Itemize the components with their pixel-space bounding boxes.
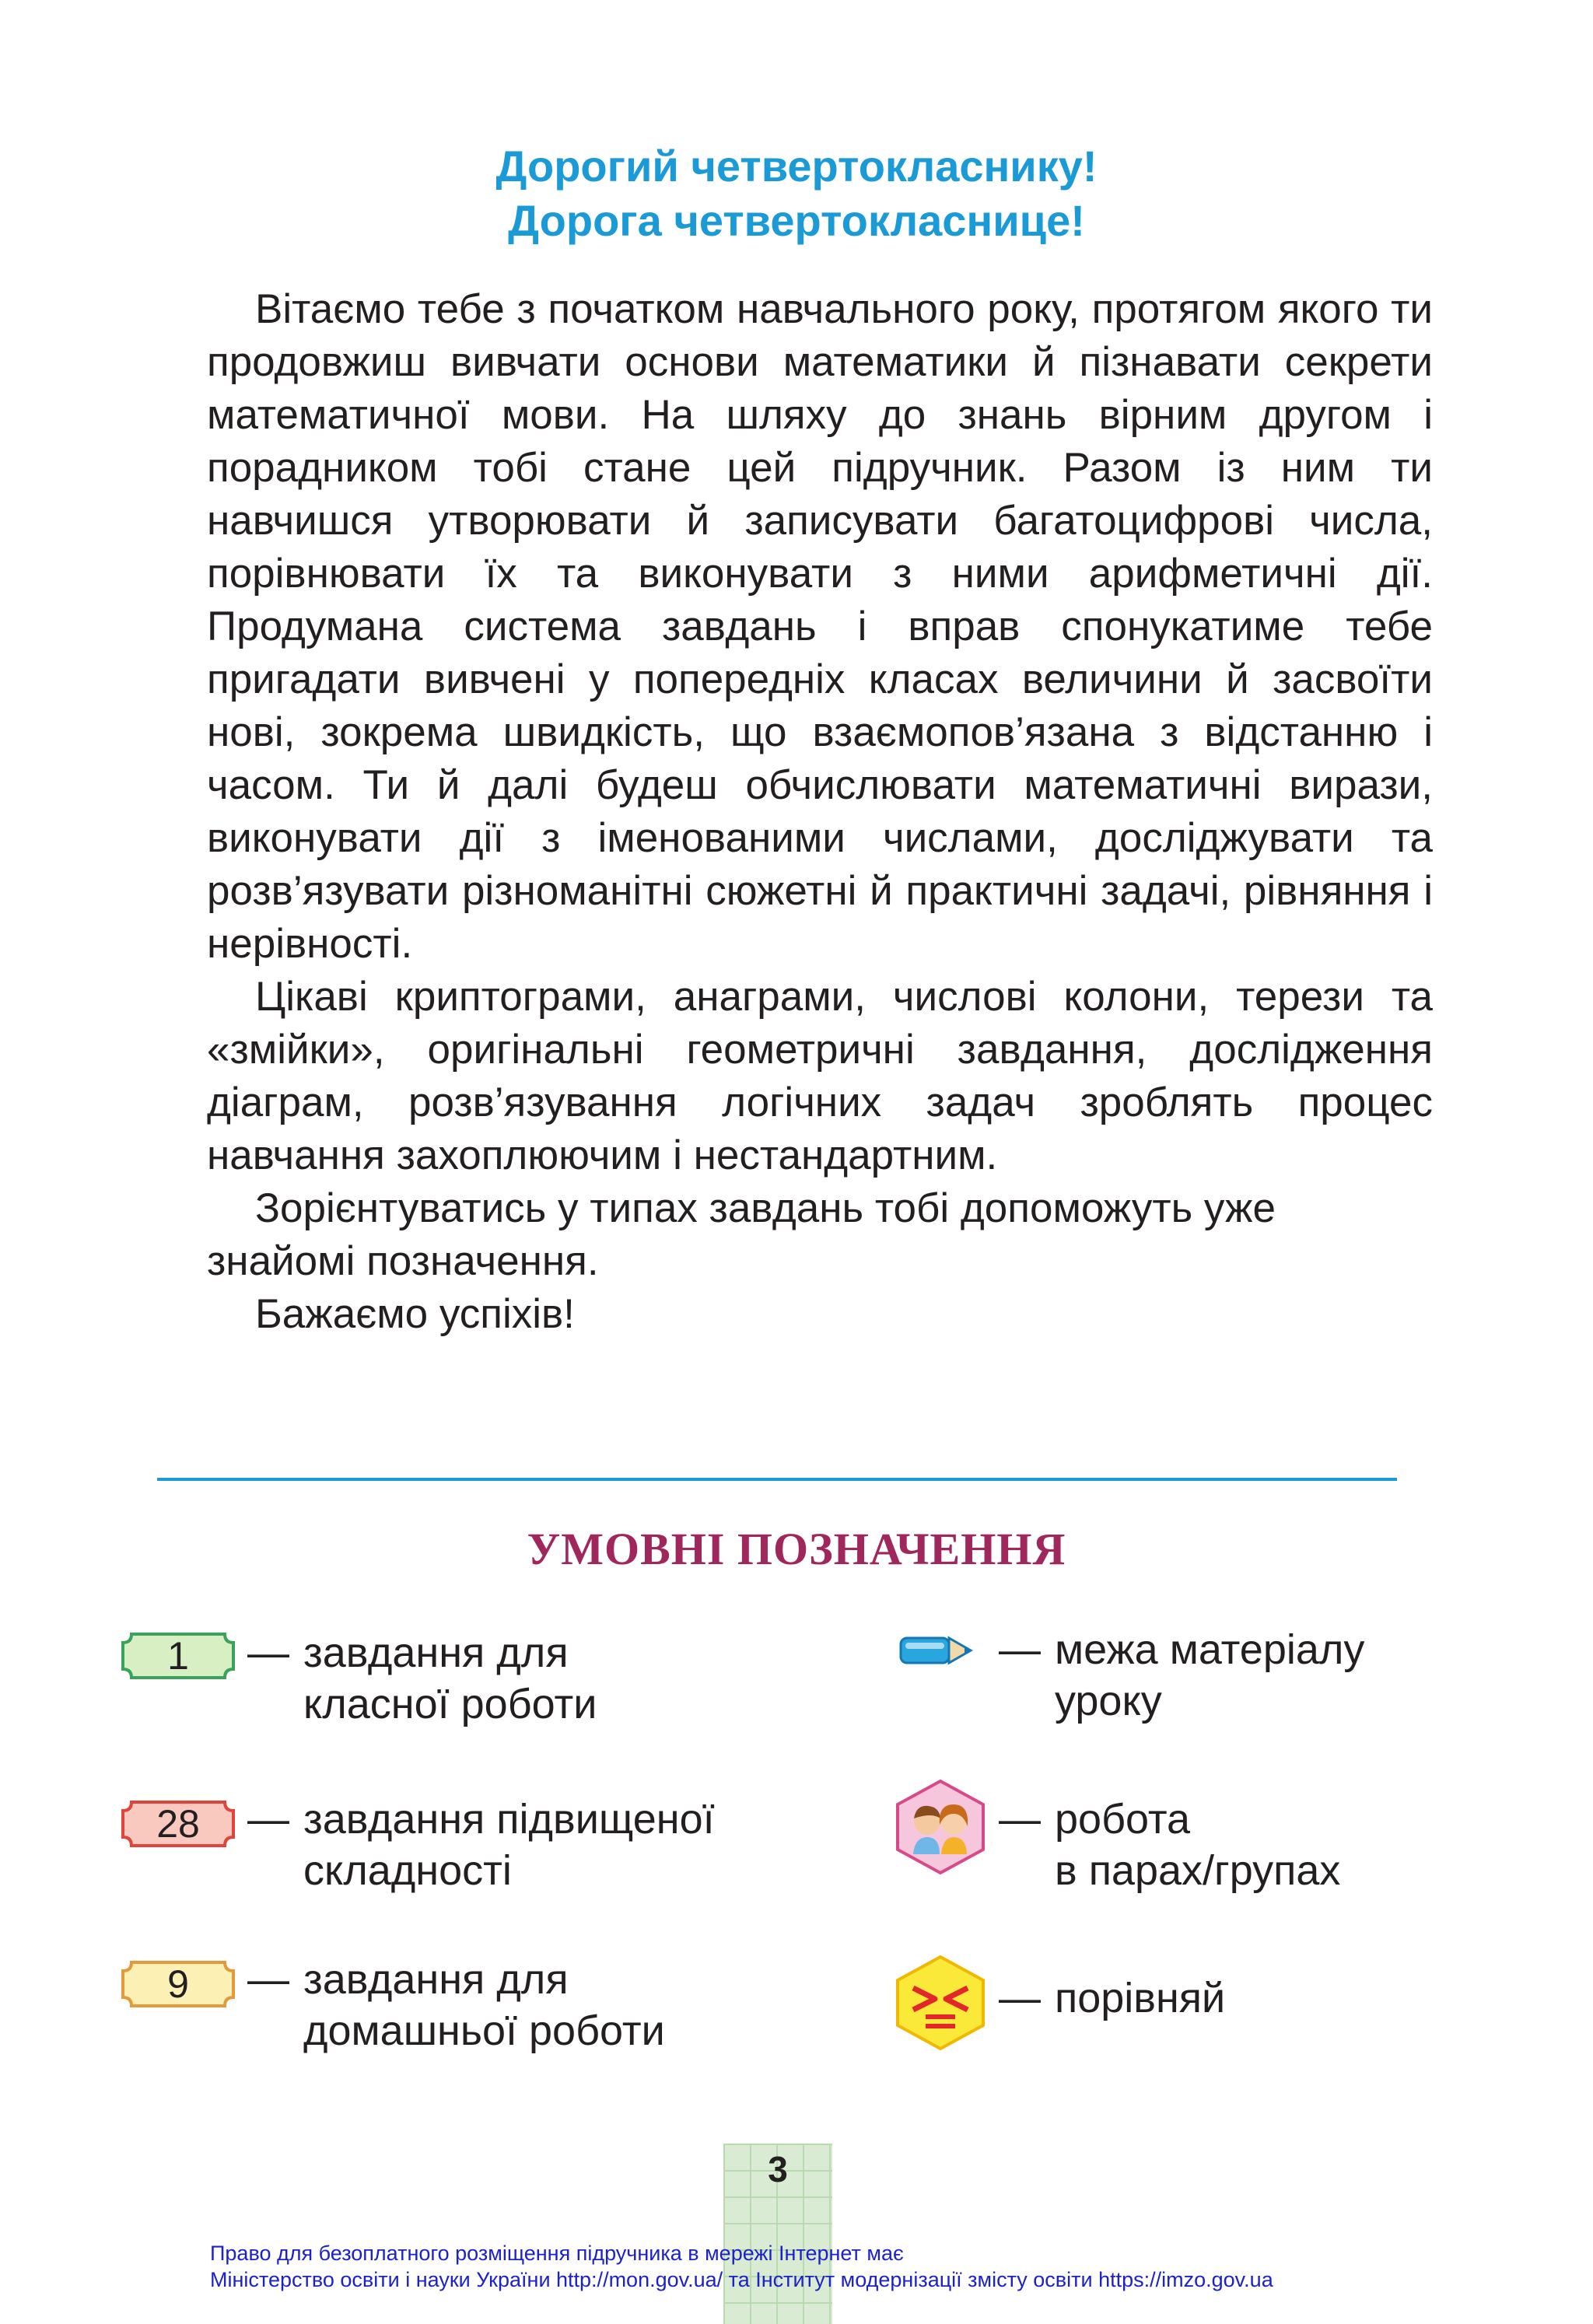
home-work-badge: 9 bbox=[121, 1960, 236, 2008]
page-number: 3 bbox=[768, 2149, 788, 2189]
pencil-icon bbox=[895, 1633, 975, 1668]
footer-line-2: Міністерство освіти і науки України http://mon.gov.ua/ та Інститут модернізації змісту освіти https://imzo.gov.ua bbox=[210, 2268, 1273, 2291]
advanced-label-2: складності bbox=[303, 1847, 512, 1894]
compare-icon bbox=[891, 1954, 989, 2052]
home-work-label-1: завдання для bbox=[303, 1956, 569, 2003]
pair-work-label-2: в парах/групах bbox=[1055, 1847, 1341, 1894]
greeting-line-2: Дорога четвертокласнице! bbox=[508, 196, 1085, 245]
advanced-label-1: завдання підвищеної bbox=[303, 1796, 715, 1843]
class-work-label-2: класної роботи bbox=[303, 1681, 597, 1727]
lesson-limit-label-2: уроку bbox=[1055, 1678, 1162, 1724]
legend-dash: — bbox=[999, 1796, 1041, 1843]
home-work-label-2: домашньої роботи bbox=[303, 2007, 665, 2054]
advanced-badge: 28 bbox=[121, 1800, 236, 1848]
footer-line-1: Право для безоплатного розміщення підручника в мережі Інтернет має bbox=[210, 2242, 904, 2265]
paragraph-1: Вітаємо тебе з початком навчального року, протягом якого ти продовжиш вивчати основи математики й пізнавати секрети математичної мови. На шляху до знань вірним другом і порадником тобі стане цей підручник. Разом із ним ти навчишся утворювати й записувати багатоцифрові числа, порівнювати їх та виконувати з ними арифметичні дії. Продумана система завдань і вправ спонукатиме тебе пригадати вивчені у попередніх класах величини й засвоїти нові, зокрема швидкість, що взаємопов’язана з відстанню і часом. Ти й далі будеш обчислювати математичні вирази, виконувати дії з іменованими числами, досліджувати та розв’язувати різноманітні сюжетні й практичні задачі, рівняння і нерівності. bbox=[207, 286, 1433, 967]
class-work-badge: 1 bbox=[121, 1632, 236, 1680]
legend-dash: — bbox=[247, 1956, 289, 2003]
paragraph-3: Зорієнтуватись у типах завдань тобі допоможуть уже знайомі позначення. bbox=[207, 1185, 1276, 1284]
legend-title: УМОВНІ ПОЗНАЧЕННЯ bbox=[527, 1524, 1066, 1574]
paragraph-4: Бажаємо успіхів! bbox=[255, 1291, 575, 1337]
legend-dash: — bbox=[999, 1626, 1041, 1673]
paragraph-2: Цікаві криптограми, анаграми, числові колони, терези та «змійки», оригінальні геометричні завдання, дослідження діаграм, розв’язування логічних задач зроблять процес навчання захоплюючим і нестандартним. bbox=[207, 974, 1433, 1178]
class-work-label-1: завдання для bbox=[303, 1629, 569, 1676]
legend-dash: — bbox=[247, 1796, 289, 1843]
children-icon bbox=[891, 1778, 989, 1876]
pair-work-label-1: робота bbox=[1055, 1796, 1190, 1843]
legend-dash: — bbox=[999, 1975, 1041, 2021]
lesson-limit-label-1: межа матеріалу bbox=[1055, 1626, 1365, 1673]
greeting-line-1: Дорогий четвертокласнику! bbox=[495, 142, 1098, 191]
legend-dash: — bbox=[247, 1629, 289, 1676]
compare-label: порівняй bbox=[1055, 1975, 1226, 2021]
section-divider bbox=[157, 1478, 1397, 1481]
intro-text bbox=[207, 283, 1433, 1341]
